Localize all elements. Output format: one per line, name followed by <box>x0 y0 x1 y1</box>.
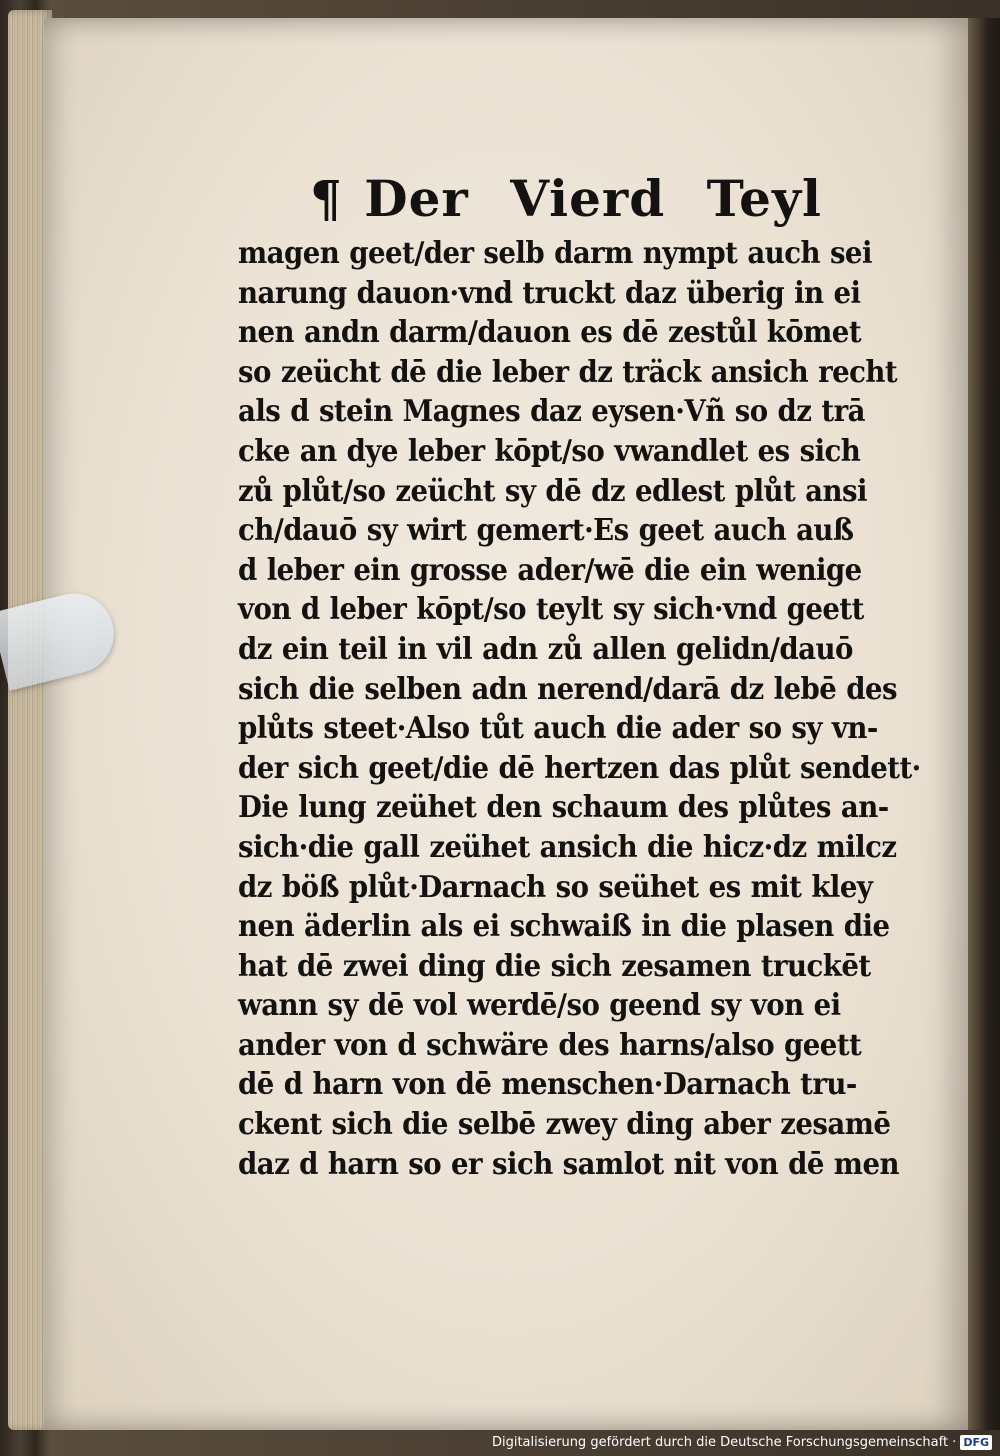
text-line: Die lung zeühet den schaum des plůtes an- <box>238 790 889 826</box>
text-line: ch/dauō sy wirt gemert·Es geet auch auß <box>238 513 854 549</box>
text-line: ander von d schwäre des harns/also geett <box>238 1027 862 1063</box>
text-line: dz böß plůt·Darnach so seühet es mit kley <box>238 869 873 905</box>
text-line: sich·die gall zeühet ansich die hicz·dz milcz <box>238 829 897 865</box>
text-line: nen äderlin als ei schwaiß in die plasen die <box>238 909 890 945</box>
text-line: magen geet/der selb darm nympt auch sei <box>238 236 872 271</box>
text-line: dz ein teil in vil adn zů allen gelidn/dauō <box>238 631 853 667</box>
running-heading <box>238 164 884 234</box>
text-line: hat dē zwei ding die sich zesamen truckēt <box>238 948 871 984</box>
heading-word-teyl: Teyl <box>706 169 822 228</box>
text-line: ckent sich die selbē zwey ding aber zesamē <box>238 1107 891 1143</box>
text-line: cke an dye leber kōpt/so vwandlet es sich <box>238 433 861 469</box>
footer-credit: Digitalisierung gefördert durch die Deutsche Forschungsgemeinschaft · <box>491 1434 957 1450</box>
text-line: d leber ein grosse ader/wē die ein wenige <box>238 552 862 588</box>
text-line: wann sy dē vol werdē/so geend sy von ei <box>238 988 841 1024</box>
text-line: der sich geet/die dē hertzen das plůt sendett· <box>238 750 921 786</box>
text-line: als d stein Magnes daz eysen·Vñ so dz trā <box>238 394 865 430</box>
text-line: dē d harn von dē menschen·Darnach tru- <box>238 1067 857 1103</box>
text-line: narung dauon·vnd truckt daz überig in ei <box>238 275 861 311</box>
text-line: so zeücht dē die leber dz träck ansich recht <box>238 354 898 390</box>
text-line: sich die selben adn nerend/darā dz lebē des <box>238 671 898 707</box>
heading-word-vierd: Vierd <box>510 169 666 228</box>
pilcrow-mark: ¶ <box>310 169 343 228</box>
dfg-logo: DFG <box>960 1435 992 1450</box>
page-text-block <box>238 164 921 1184</box>
heading-word-der: Der <box>364 169 469 228</box>
book-gutter <box>968 18 1000 1430</box>
body-text <box>238 234 921 1184</box>
text-line: von d leber kōpt/so teylt sy sich·vnd geett <box>238 592 864 628</box>
text-line: daz d harn so er sich samlot nit von dē men <box>238 1146 899 1182</box>
text-line: nen andn darm/dauon es dē zestůl kōmet <box>238 315 862 351</box>
text-line: plůts steet·Also tůt auch die ader so sy vn- <box>238 711 878 747</box>
text-line: zů plůt/so zeücht sy dē dz edlest plůt ansi <box>238 473 867 509</box>
digitization-footer <box>492 1430 992 1454</box>
